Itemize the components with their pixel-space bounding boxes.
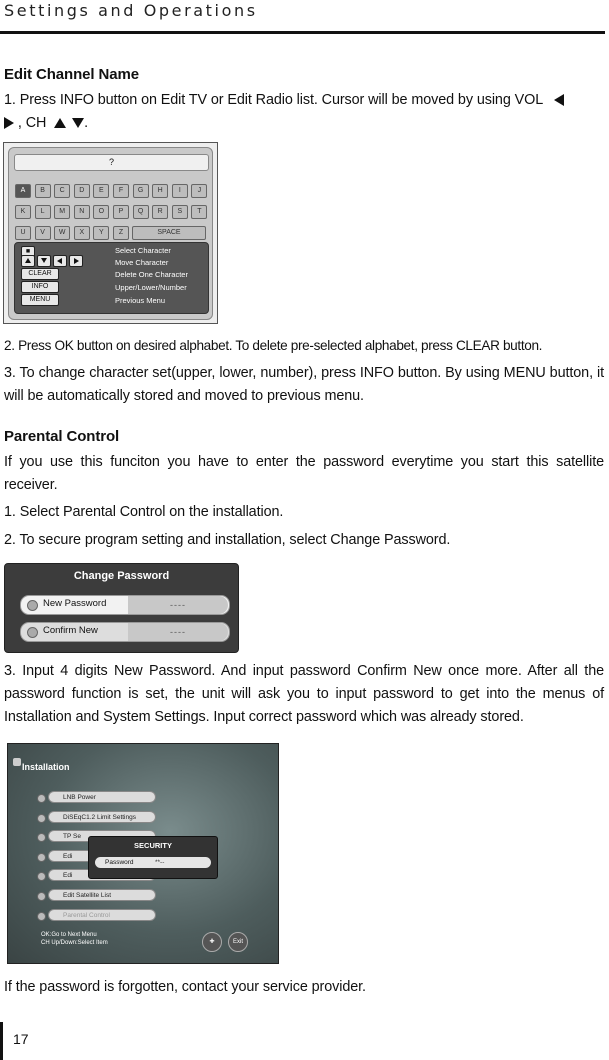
key-y[interactable]: Y: [93, 226, 109, 240]
radio-icon: [27, 627, 38, 638]
key-a[interactable]: A: [15, 184, 31, 198]
new-password-value: ----: [128, 596, 228, 614]
legend-move: Move Character: [115, 258, 169, 267]
footer-line1: OK:Go to Next Menu: [41, 932, 97, 938]
key-z[interactable]: Z: [113, 226, 129, 240]
legend-upper-lower: Upper/Lower/Number: [115, 283, 187, 292]
page-number-bar: [0, 1022, 3, 1060]
new-password-label: New Password: [43, 598, 107, 609]
edit-channel-heading: Edit Channel Name: [4, 66, 139, 83]
navigation-icon: ✚: [202, 932, 222, 952]
key-e[interactable]: E: [93, 184, 109, 198]
arrow-up-icon: [21, 255, 35, 267]
key-h[interactable]: H: [152, 184, 168, 198]
parental-step2: 2. To secure program setting and installation, select Change Password.: [4, 532, 451, 548]
key-i[interactable]: I: [172, 184, 188, 198]
exit-button: Exit: [228, 932, 248, 952]
installation-footer: [41, 931, 108, 947]
installation-menu-item[interactable]: Edit Satellite List: [48, 889, 156, 901]
key-q[interactable]: Q: [133, 205, 149, 219]
key-c[interactable]: C: [54, 184, 70, 198]
new-password-row[interactable]: [20, 595, 230, 615]
installation-menu-item[interactable]: Edi: [48, 850, 156, 862]
key-b[interactable]: B: [35, 184, 51, 198]
keyboard-prompt: ?: [14, 154, 209, 171]
arrow-down-icon: [37, 255, 51, 267]
keyboard-panel: [8, 147, 213, 320]
key-u[interactable]: U: [15, 226, 31, 240]
key-d[interactable]: D: [74, 184, 90, 198]
select-key-icon: ■: [21, 246, 35, 258]
installation-screenshot: [7, 743, 279, 964]
key-s[interactable]: S: [172, 205, 188, 219]
installation-title: Installation: [22, 762, 70, 772]
menu-bullet-icon: [37, 794, 46, 803]
security-title: SECURITY: [134, 841, 172, 850]
change-password-title: Change Password: [73, 570, 170, 582]
keyboard-legend: [14, 242, 209, 314]
edit-channel-step1: [4, 89, 604, 135]
key-g[interactable]: G: [133, 184, 149, 198]
parental-heading: Parental Control: [4, 428, 120, 445]
password-label: Password: [105, 859, 134, 866]
forgotten-password-note: If the password is forgotten, contact your service provider.: [4, 979, 366, 995]
key-o[interactable]: O: [93, 205, 109, 219]
key-r[interactable]: R: [152, 205, 168, 219]
page-number: 17: [13, 1031, 29, 1047]
parental-intro: If you use this funciton you have to enter the password everytime you start this satellite receiver.: [4, 454, 604, 493]
confirm-new-row[interactable]: [20, 622, 230, 642]
menu-bullet-icon: [37, 814, 46, 823]
header-rule: [0, 31, 605, 34]
key-x[interactable]: X: [74, 226, 90, 240]
parental-step3: 3. Input 4 digits New Password. And input password Confirm New once more. After all the password function is set, the unit will ask you to input password to get into the menus of Installation and System Settings. Input correct password which was already stored.: [4, 663, 604, 725]
info-key: INFO: [21, 281, 59, 293]
key-w[interactable]: W: [54, 226, 70, 240]
installation-menu-item[interactable]: TP Se: [48, 830, 156, 842]
section-title: Settings and Operations: [4, 1, 258, 20]
vol-right-icon: [4, 117, 14, 129]
key-f[interactable]: F: [113, 184, 129, 198]
installation-menu-item[interactable]: LNB Power: [48, 791, 156, 803]
installation-menu-item[interactable]: Parental Control: [48, 909, 156, 921]
parental-step1: 1. Select Parental Control on the installation.: [4, 504, 284, 520]
step1-text-c: .: [84, 115, 89, 131]
key-j[interactable]: J: [191, 184, 207, 198]
installation-menu-item[interactable]: DiSEqC1.2 Limit Settings: [48, 811, 156, 823]
confirm-new-value: ----: [128, 623, 228, 641]
key-v[interactable]: V: [35, 226, 51, 240]
key-p[interactable]: P: [113, 205, 129, 219]
satellite-icon: [13, 758, 21, 766]
legend-select: Select Character: [115, 246, 171, 255]
edit-channel-step2: 2. Press OK button on desired alphabet. To delete pre-selected alphabet, press CLEAR button.: [4, 338, 543, 353]
space-key[interactable]: SPACE: [132, 226, 206, 240]
password-value: **--: [155, 859, 165, 866]
ch-down-icon: [72, 118, 84, 128]
vol-left-icon: [554, 94, 564, 106]
menu-bullet-icon: [37, 892, 46, 901]
arrow-left-icon: [53, 255, 67, 267]
key-m[interactable]: M: [54, 205, 70, 219]
security-dialog: [88, 836, 218, 879]
legend-previous: Previous Menu: [115, 296, 166, 305]
clear-key: CLEAR: [21, 268, 59, 280]
key-l[interactable]: L: [35, 205, 51, 219]
menu-bullet-icon: [37, 853, 46, 862]
arrow-right-icon: [69, 255, 83, 267]
footer-line2: CH Up/Down:Select Item: [41, 940, 108, 946]
edit-channel-step3: 3. To change character set(upper, lower, number), press INFO button. By using MENU button, it will be automatically stored and moved to previous menu.: [4, 365, 604, 404]
key-t[interactable]: T: [191, 205, 207, 219]
step1-text-b: , CH: [17, 115, 47, 131]
password-input[interactable]: [95, 857, 211, 868]
menu-bullet-icon: [37, 912, 46, 921]
confirm-new-label: Confirm New: [43, 625, 98, 636]
legend-delete: Delete One Character: [115, 270, 188, 279]
installation-menu-item[interactable]: Edi: [48, 869, 156, 881]
page-header: [4, 0, 609, 20]
ch-up-icon: [54, 118, 66, 128]
keyboard-screenshot: [3, 142, 218, 324]
radio-icon: [27, 600, 38, 611]
menu-key: MENU: [21, 294, 59, 306]
key-k[interactable]: K: [15, 205, 31, 219]
change-password-screenshot: [4, 563, 239, 653]
key-n[interactable]: N: [74, 205, 90, 219]
step1-text-a: 1. Press INFO button on Edit TV or Edit Radio list. Cursor will be moved by using VOL: [4, 92, 543, 108]
